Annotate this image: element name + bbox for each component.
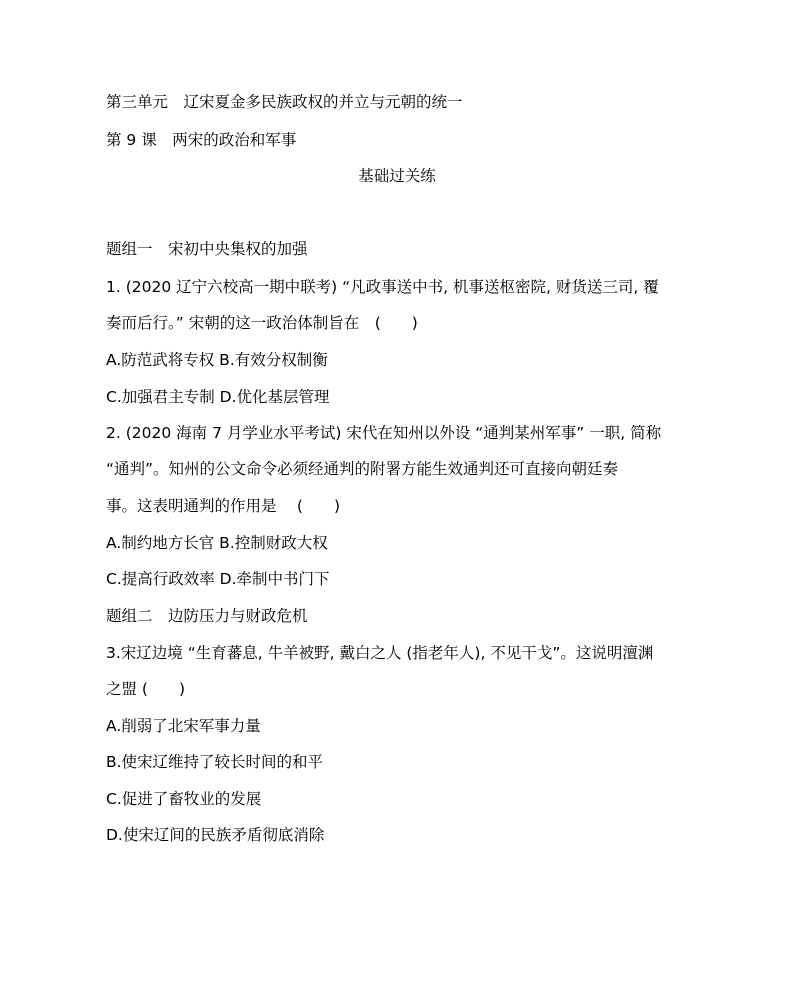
question-1-line-1: 1. (2020 辽宁六校高一期中联考) “凡政事送中书, 机事送枢密院, 财货送三司, 覆 [106, 278, 659, 296]
question-2-options-ab: A.制约地方长官 B.控制财政大权 [106, 534, 328, 552]
group-two-title: 题组二 边防压力与财政危机 [106, 607, 308, 625]
question-1-options-ab: A.防范武将专权 B.有效分权制衡 [106, 351, 328, 369]
question-1-line-2: 奏而后行。” 宋朝的这一政治体制旨在 ( ) [106, 314, 418, 332]
question-3-option-b: B.使宋辽维持了较长时间的和平 [106, 753, 324, 771]
question-2-line-1: 2. (2020 海南 7 月学业水平考试) 宋代在知州以外设 “通判某州军事” 一职, 简称 [106, 424, 662, 442]
question-1-options-cd: C.加强君主专制 D.优化基层管理 [106, 388, 330, 406]
question-3-line-1: 3.宋辽边境 “生育蕃息, 牛羊被野, 戴白之人 (指老年人), 不见干戈”。这说明澶渊 [106, 644, 654, 662]
question-3-option-d: D.使宋辽间的民族矛盾彻底消除 [106, 826, 325, 844]
question-3-option-c: C.促进了畜牧业的发展 [106, 790, 262, 808]
unit-title: 第三单元 辽宋夏金多民族政权的并立与元朝的统一 [106, 93, 463, 111]
question-2-line-2: “通判”。知州的公文命令必须经通判的附署方能生效通判还可直接向朝廷奏 [106, 460, 619, 478]
lesson-title: 第 9 课 两宋的政治和军事 [106, 131, 297, 149]
group-one-title: 题组一 宋初中央集权的加强 [106, 240, 308, 258]
question-2-options-cd: C.提高行政效率 D.牵制中书门下 [106, 570, 330, 588]
section-title: 基础过关练 [358, 167, 436, 185]
question-3-line-2: 之盟 ( ) [106, 680, 186, 698]
question-3-option-a: A.削弱了北宋军事力量 [106, 717, 261, 735]
question-2-line-3: 事。这表明通判的作用是 ( ) [106, 497, 341, 515]
